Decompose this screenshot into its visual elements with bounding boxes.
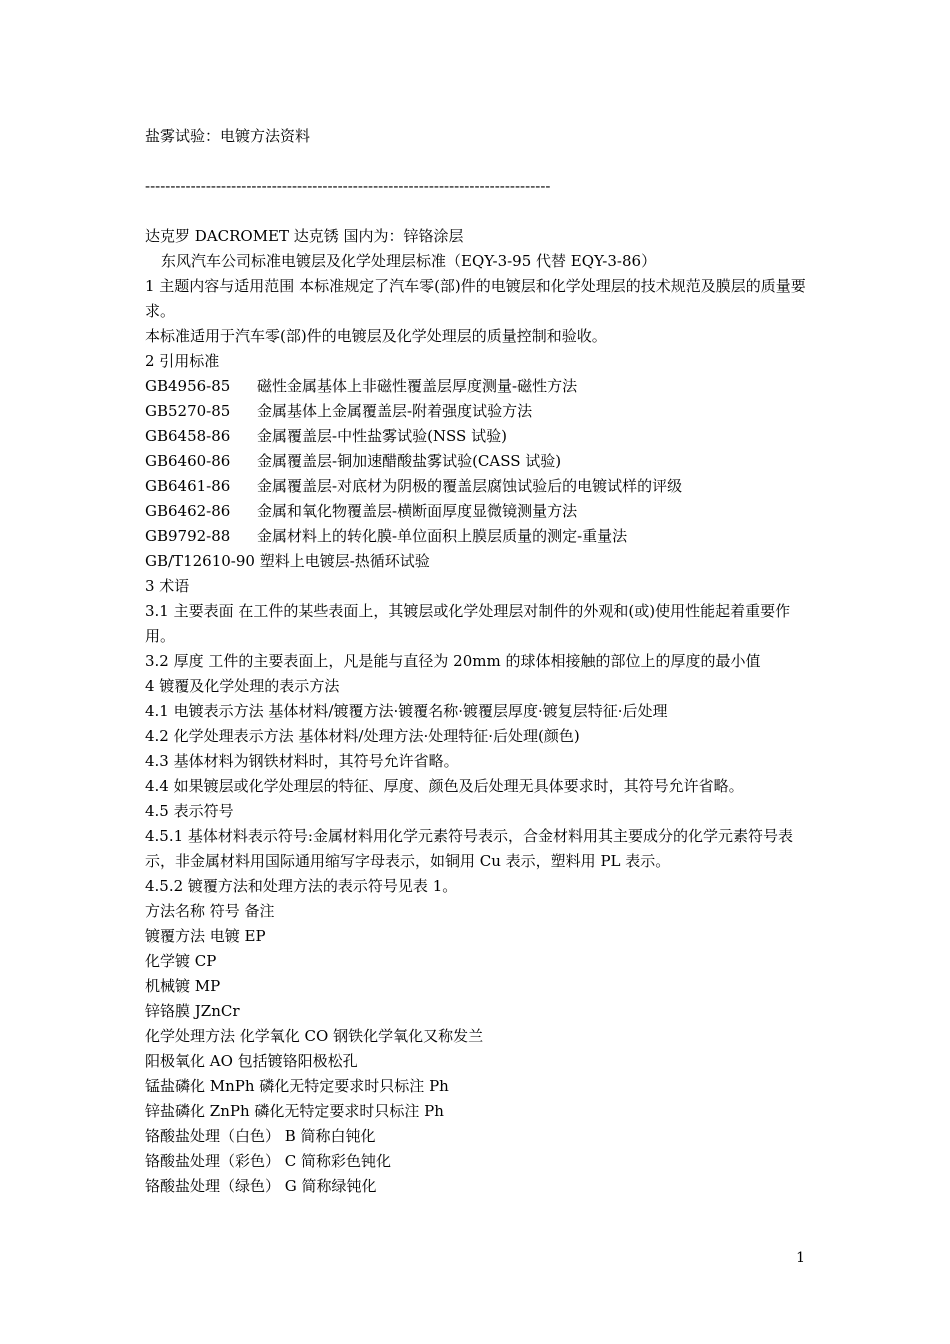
reference-row [145,524,810,549]
table-line: 铬酸盐处理（彩色） C 简称彩色钝化 [145,1152,392,1170]
section-1-text: 1 主题内容与适用范围 本标准规定了汽车零(部)件的电镀层和化学处理层的技术规范及膜层的质量要求。 [145,277,806,320]
page-number: 1 [796,1250,805,1266]
section-2-heading: 2 引用标准 [145,352,220,370]
table-line: 化学处理方法 化学氧化 CO 钢铁化学氧化又称发兰 [145,1027,484,1045]
reference-code: GB4956-85 [145,377,231,395]
reference-last: GB/T12610-90 塑料上电镀层-热循环试验 [145,552,430,570]
document-title: 盐雾试验：电镀方法资料 [145,127,311,145]
table-line: 化学镀 CP [145,952,217,970]
reference-row [145,374,810,399]
table-line: 阳极氧化 AO 包括镀铬阳极松孔 [145,1052,358,1070]
term-3-1: 3.1 主要表面 在工件的某些表面上，其镀层或化学处理层对制件的外观和(或)使用性能起着重要作用。 [145,602,791,645]
reference-desc: 金属覆盖层-对底材为阴极的覆盖层腐蚀试验后的电镀试样的评级 [257,477,683,495]
reference-code: GB6460-86 [145,452,231,470]
reference-row [145,499,810,524]
section-1-scope: 本标准适用于汽车零(部)件的电镀层及化学处理层的质量控制和验收。 [145,327,607,345]
reference-row [145,474,810,499]
table-line: 机械镀 MP [145,977,221,995]
reference-code: GB6462-86 [145,502,231,520]
reference-code: GB6458-86 [145,427,231,445]
reference-desc: 磁性金属基体上非磁性覆盖层厚度测量-磁性方法 [257,377,578,395]
reference-row [145,399,810,424]
section-3-heading: 3 术语 [145,577,190,595]
reference-code: GB5270-85 [145,402,231,420]
table-line: 铬酸盐处理（白色） B 简称白钝化 [145,1127,376,1145]
separator-line: -------------------------------------------------------------------------------- [145,177,551,195]
intro-line: 达克罗 DACROMET 达克锈 国内为：锌铬涂层 [145,227,464,245]
reference-row [145,424,810,449]
table-line: 锌铬膜 JZnCr [145,1002,240,1020]
table-line: 镀覆方法 电镀 EP [145,927,266,945]
item-4-5-1: 4.5.1 基体材料表示符号:金属材料用化学元素符号表示，合金材料用其主要成分的化学元素符号表示，非金属材料用国际通用缩写字母表示，如铜用 Cu 表示，塑料用 PL 表示。 [145,827,793,870]
reference-desc: 金属覆盖层-中性盐雾试验(NSS 试验) [257,427,507,445]
item-4-5: 4.5 表示符号 [145,802,234,820]
reference-desc: 金属和氧化物覆盖层-横断面厚度显微镜测量方法 [257,502,578,520]
reference-desc: 金属覆盖层-铜加速醋酸盐雾试验(CASS 试验) [257,452,562,470]
table-line: 锰盐磷化 MnPh 磷化无特定要求时只标注 Ph [145,1077,449,1095]
section-4-heading: 4 镀覆及化学处理的表示方法 [145,677,340,695]
item-4-3: 4.3 基体材料为钢铁材料时，其符号允许省略。 [145,752,459,770]
item-4-5-2: 4.5.2 镀覆方法和处理方法的表示符号见表 1。 [145,877,458,895]
item-4-2: 4.2 化学处理表示方法 基体材料/处理方法·处理特征·后处理(颜色) [145,727,580,745]
reference-code: GB9792-88 [145,527,231,545]
table-line: 铬酸盐处理（绿色） G 简称绿钝化 [145,1177,377,1195]
reference-code: GB6461-86 [145,477,231,495]
term-3-2: 3.2 厚度 工件的主要表面上，凡是能与直径为 20mm 的球体相接触的部位上的厚度的最小值 [145,652,761,670]
document-body [145,124,810,1199]
table-line: 锌盐磷化 ZnPh 磷化无特定要求时只标注 Ph [145,1102,444,1120]
reference-desc: 金属材料上的转化膜-单位面积上膜层质量的测定-重量法 [257,527,628,545]
table-line: 方法名称 符号 备注 [145,902,275,920]
reference-desc: 金属基体上金属覆盖层-附着强度试验方法 [257,402,533,420]
item-4-1: 4.1 电镀表示方法 基体材料/镀覆方法·镀覆名称·镀覆层厚度·镀复层特征·后处理 [145,702,668,720]
standard-title: 东风汽车公司标准电镀层及化学处理层标准（EQY-3-95 代替 EQY-3-86） [161,252,657,270]
item-4-4: 4.4 如果镀层或化学处理层的特征、厚度、颜色及后处理无具体要求时，其符号允许省略。 [145,777,744,795]
reference-row [145,449,810,474]
